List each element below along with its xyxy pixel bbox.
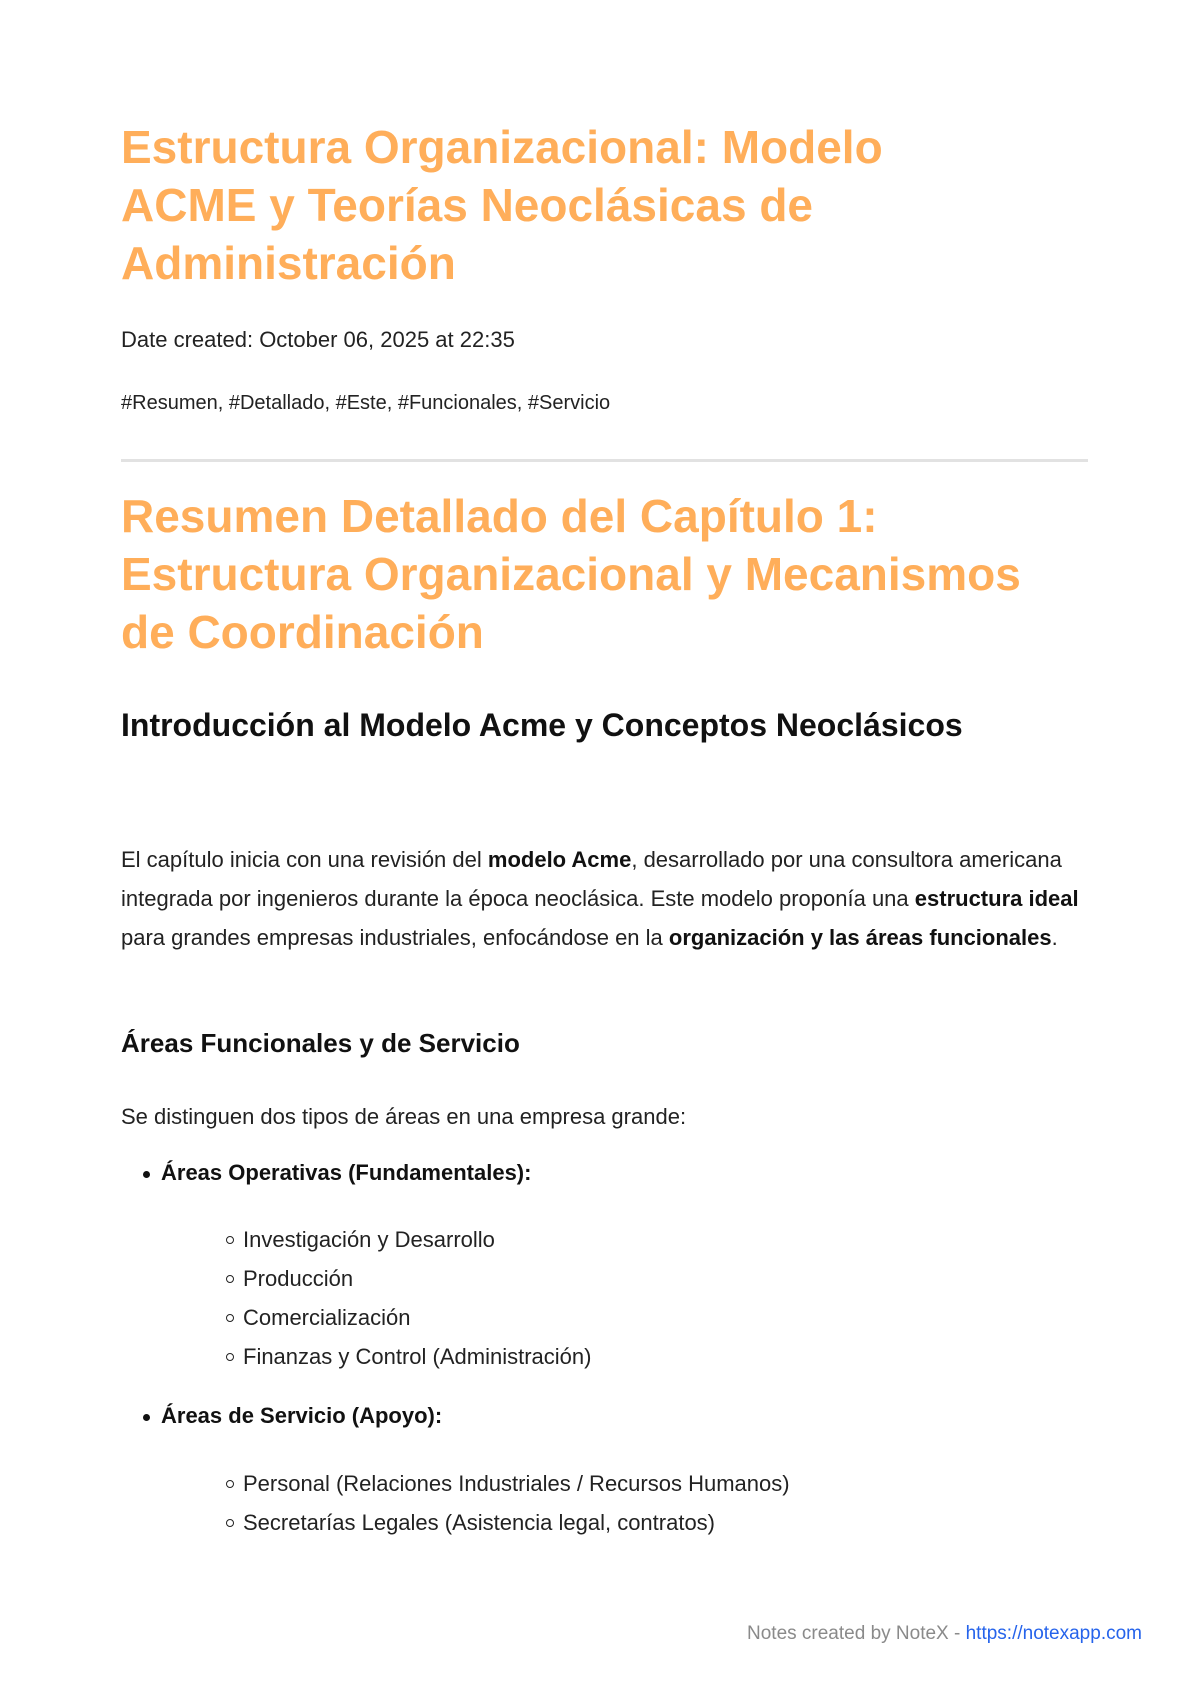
servicio-sublist: [243, 1464, 790, 1542]
footer-text: Notes created by NoteX -: [747, 1623, 966, 1644]
areas-heading: Áreas Funcionales y de Servicio: [121, 1028, 520, 1058]
list-item-servicio: Áreas de Servicio (Apoyo):: [161, 1401, 442, 1431]
paragraph-bold: modelo Acme: [487, 847, 632, 872]
list-item: Investigación y Desarrollo: [243, 1220, 591, 1259]
footer-credit: [747, 1622, 1142, 1646]
list-item: Finanzas y Control (Administración): [243, 1337, 591, 1376]
intro-paragraph: [121, 840, 1081, 957]
list-item-operativas: Áreas Operativas (Fundamentales):: [161, 1158, 531, 1188]
paragraph-bold: organización y las áreas funcionales: [668, 925, 1052, 950]
list-item: Personal (Relaciones Industriales / Recursos Humanos): [243, 1464, 790, 1503]
list-item: Comercialización: [243, 1298, 591, 1337]
paragraph-text: .: [1051, 925, 1058, 950]
date-created: Date created: October 06, 2025 at 22:35: [121, 327, 515, 352]
footer-link[interactable]: https://notexapp.com: [965, 1623, 1142, 1644]
operativas-sublist: [243, 1220, 591, 1376]
areas-intro: Se distinguen dos tipos de áreas en una empresa grande:: [121, 1104, 687, 1129]
paragraph-text: para grandes empresas industriales, enfocándose en la: [121, 925, 669, 950]
document-title: Estructura Organizacional: Modelo ACME y Teorías Neoclásicas de Administración: [121, 121, 883, 289]
section-heading: Resumen Detallado del Capítulo 1: Estructura Organizacional y Mecanismos de Coordinación: [121, 490, 1021, 658]
subsection-heading: Introducción al Modelo Acme y Conceptos Neoclásicos: [121, 707, 963, 743]
tag-list: #Resumen, #Detallado, #Este, #Funcionales, #Servicio: [121, 392, 611, 414]
paragraph-text: , desarrollado por una consultora americana integrada por ingenieros durante la época neoclásica. Este modelo proponía una: [121, 847, 1062, 911]
list-item: Secretarías Legales (Asistencia legal, contratos): [243, 1503, 790, 1542]
paragraph-text: El capítulo inicia con una revisión del: [121, 847, 488, 872]
list-item: Producción: [243, 1259, 591, 1298]
paragraph-bold: estructura ideal: [914, 886, 1079, 911]
section-divider: [121, 459, 1088, 462]
